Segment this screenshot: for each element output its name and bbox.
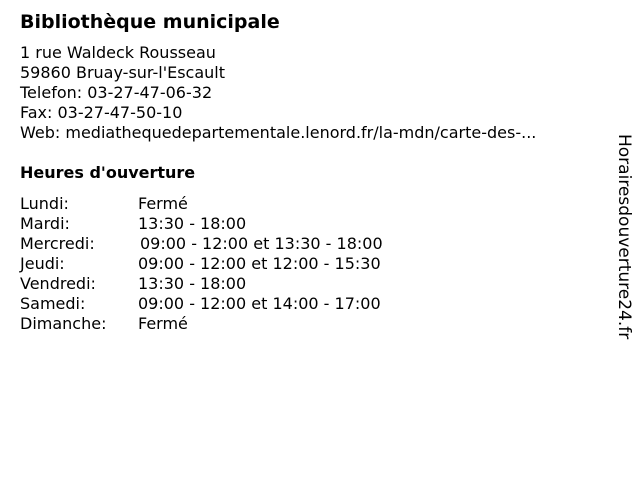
fax-number: Fax: 03-27-47-50-10 bbox=[20, 103, 183, 122]
time-value: Fermé bbox=[138, 314, 188, 333]
day-label: Dimanche: bbox=[20, 314, 107, 333]
opening-hours-heading: Heures d'ouverture bbox=[20, 163, 196, 182]
time-value: 13:30 - 18:00 bbox=[138, 214, 247, 233]
day-label: Jeudi: bbox=[20, 254, 65, 273]
time-value: 09:00 - 12:00 et 13:30 - 18:00 bbox=[140, 234, 383, 253]
address-city: 59860 Bruay-sur-l'Escault bbox=[20, 63, 225, 82]
time-value: 09:00 - 12:00 et 14:00 - 17:00 bbox=[138, 294, 381, 313]
address-street: 1 rue Waldeck Rousseau bbox=[20, 43, 216, 62]
contact-info bbox=[20, 43, 536, 143]
website-link[interactable]: Web: mediathequedepartementale.lenord.fr/la-mdn/carte-des-... bbox=[20, 123, 537, 142]
time-value: 09:00 - 12:00 et 12:00 - 15:30 bbox=[138, 254, 381, 273]
phone-number: Telefon: 03-27-47-06-32 bbox=[20, 83, 213, 102]
day-label: Mercredi: bbox=[20, 234, 95, 253]
day-label: Samedi: bbox=[20, 294, 86, 313]
page-title: Bibliothèque municipale bbox=[20, 11, 280, 33]
time-value: 13:30 - 18:00 bbox=[138, 274, 247, 293]
day-label: Mardi: bbox=[20, 214, 70, 233]
time-value: Fermé bbox=[138, 194, 188, 213]
day-label: Lundi: bbox=[20, 194, 69, 213]
day-label: Vendredi: bbox=[20, 274, 96, 293]
site-watermark: Horairesdouverture24.fr bbox=[614, 134, 634, 340]
